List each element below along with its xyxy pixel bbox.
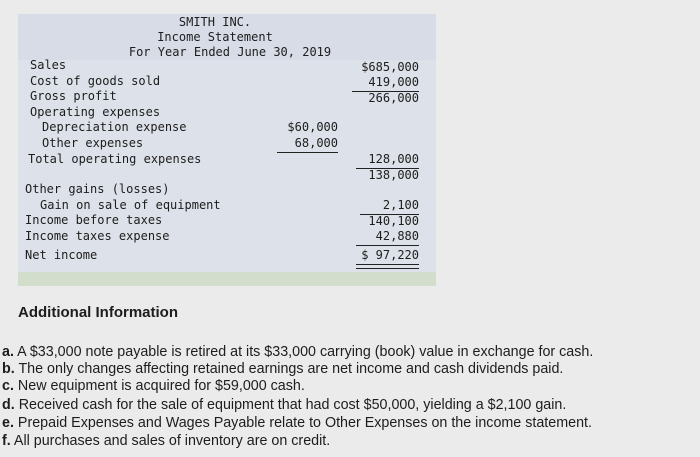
item-letter: a.	[2, 344, 14, 360]
row-label: Income before taxes	[25, 213, 163, 227]
row-label: Depreciation expense	[42, 120, 187, 134]
outer-amount: 128,000	[368, 152, 419, 166]
outer-amount: 266,000	[368, 91, 419, 105]
info-item	[2, 360, 563, 378]
outer-amount: $685,000	[361, 60, 419, 74]
item-text: The only changes affecting retained earnings are net income and cash dividends paid.	[18, 361, 564, 377]
item-text: Received cash for the sale of equipment that had cost $50,000, yielding a $2,100 gain.	[18, 397, 567, 413]
item-text: New equipment is acquired for $59,000 cash.	[17, 378, 305, 394]
row-label: Operating expenses	[30, 105, 161, 119]
row-label: Other gains (losses)	[25, 182, 170, 196]
info-item	[2, 414, 592, 432]
outer-amount: 138,000	[368, 168, 419, 182]
row-label: Net income	[25, 248, 98, 262]
info-item	[2, 343, 593, 361]
statement-period: For Year Ended June 30, 2019	[128, 45, 332, 59]
underline	[277, 152, 338, 153]
outer-amount: 42,880	[375, 229, 419, 243]
info-item	[2, 396, 566, 414]
inner-amount: 68,000	[294, 136, 338, 150]
item-letter: c.	[2, 378, 14, 394]
outer-amount: 2,100	[382, 198, 419, 212]
row-label: Gross profit	[30, 89, 117, 103]
statement-title: Income Statement	[157, 30, 273, 44]
inner-amount: $60,000	[287, 120, 338, 134]
info-item	[2, 377, 305, 395]
outer-amount: 419,000	[368, 75, 419, 89]
underline	[356, 245, 419, 246]
additional-info-title: Additional Information	[18, 304, 178, 321]
row-label: Total operating expenses	[28, 152, 202, 166]
row-label: Income taxes expense	[25, 229, 170, 243]
item-text: Prepaid Expenses and Wages Payable relate to Other Expenses on the income statement.	[17, 415, 592, 431]
item-letter: d.	[2, 397, 15, 413]
item-text: All purchases and sales of inventory are on credit.	[13, 433, 331, 449]
row-label: Sales	[30, 58, 67, 72]
item-text: A $33,000 note payable is retired at its $33,000 carrying (book) value in exchange for cash.	[17, 344, 594, 360]
statement-footer-band	[18, 272, 436, 286]
info-item	[2, 432, 330, 450]
row-label: Other expenses	[42, 136, 144, 150]
company-name: SMITH INC.	[178, 15, 252, 29]
item-letter: f.	[2, 433, 11, 449]
row-label: Cost of goods sold	[30, 74, 161, 88]
net-income-amount: $ 97,220	[361, 248, 419, 262]
item-letter: e.	[2, 415, 14, 431]
double-underline	[356, 264, 419, 269]
row-label: Gain on sale of equipment	[40, 198, 221, 212]
outer-amount: 140,100	[368, 214, 419, 228]
item-letter: b.	[2, 361, 15, 377]
